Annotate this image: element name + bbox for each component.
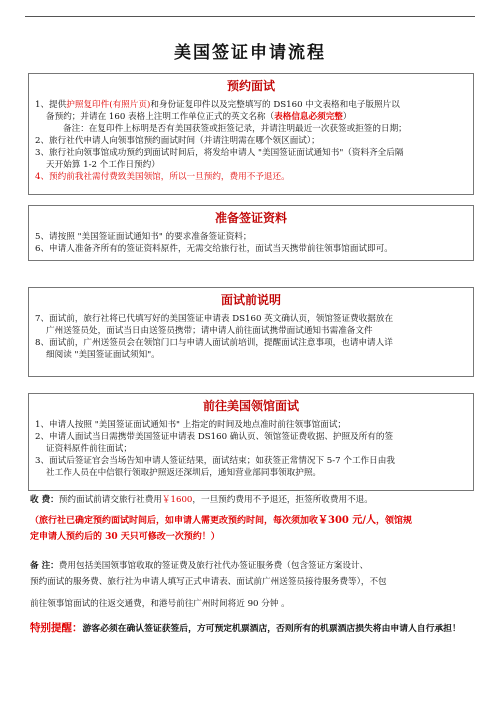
- interview-step-2-cont: 证资料原件前往面试；: [46, 444, 132, 454]
- page-title: 美国签证申请流程: [174, 43, 326, 63]
- step-4: 4、预约前我社需付费致美国领馆，所以一旦预约，费用不予退还。: [35, 172, 290, 182]
- step-5: 5、请按照 "美国签证面试通知书" 的要求准备签证资料；: [35, 232, 252, 242]
- top-rule: [25, 16, 475, 17]
- section-pre-interview: [28, 287, 474, 377]
- fee-line: 收 费：预约面试前请交旅行社费用￥1600，一旦预约费用不予退还，拒签所收费用不退。: [30, 495, 373, 505]
- change-notice: （旅行社已确定预约面试时间后，如申请人需更改预约时间，每次须加收￥300 元/人，领馆规 定申请人预约后的 30 天只可修改一次预约！）: [30, 515, 413, 542]
- interview-step-2: 2、申请人面试当日需携带美国签证申请表 DS160 确认页、领馆签证费收据、护照及所有的签: [35, 432, 394, 442]
- interview-step-3-cont: 社工作人员在中信银行领取护照返还深圳后，通知营业部同事领取护照。: [46, 468, 322, 478]
- step-8: 8、面试前，广州送签员会在领馆门口与申请人面试前培训，提醒面试注意事项，也请申请人详: [35, 338, 393, 348]
- step-7-cont: 广州送签员处，面试当日由送签员携带；请申请人前往面试携带面试通知书需准备文件: [46, 326, 373, 336]
- section-title: 前往美国领馆面试: [202, 399, 299, 413]
- step-1-cont: 备预约；并请在 160 表格上注明工作单位正式的英文名称（表格信息必须完整）: [46, 112, 352, 122]
- step-1: 1、提供护照复印件(有照片页)和身份证复印件以及完整填写的 DS160 中文表格和电子版照片以: [35, 100, 400, 110]
- section-title: 预约面试: [226, 79, 275, 93]
- interview-step-1: 1、申请人按照 "美国签证面试通知书" 上指定的时间及地点准时前往领事馆面试；: [35, 420, 347, 430]
- special-warning: 特别提醒：游客必须在确认签证获签后，方可预定机票酒店，否则所有的机票酒店损失将由申请人自行承担！: [30, 622, 461, 634]
- interview-step-3: 3、面试后签证官会当场告知申请人签证结果，面试结束；如获签正常情况下 5-7 个工作日由我: [35, 456, 395, 466]
- step-8-cont: 细阅读 "美国签证面试须知"。: [46, 350, 160, 360]
- section-appointment: [28, 73, 474, 195]
- step-1-note: 备注：在复印件上标明是否有美国获签或拒签记录，并请注明最近一次获签或拒签的日期；: [63, 124, 407, 134]
- step-2: 2、旅行社代申请人向领事馆预约面试时间（并请注明需在哪个领区面试）；: [35, 136, 320, 146]
- step-6: 6、申请人准备齐所有的签证资料原件，无需交给旅行社，面试当天携带前往领事馆面试即可。: [35, 244, 393, 254]
- section-title: 面试前说明: [220, 293, 281, 307]
- remark: 备 注：费用包括美国领事馆收取的签证费及旅行社代办签证服务费（包含签证方案设计、 预约面试的服务费、旅行社为申请人填写正式申请表、面试前广州送签员接待服务费等），不包 前往领事馆面试的往返交通费，和港号前往广州时间将近 90 分钟 。: [30, 561, 387, 609]
- step-3-cont: 天开始算 1-2 个工作日预约）: [46, 160, 160, 170]
- section-title: 准备签证资料: [214, 211, 287, 225]
- step-3: 3、旅行社向领事馆成功预约到面试时间后，将发给申请人 "美国签证面试通知书"（资料齐全后隔: [35, 148, 404, 158]
- section-consulate-interview: [28, 393, 474, 491]
- step-7: 7、面试前，旅行社将已代填写好的美国签证申请表 DS160 英文确认页，领馆签证费收据放在: [35, 314, 394, 324]
- section-prepare-materials: [28, 205, 474, 261]
